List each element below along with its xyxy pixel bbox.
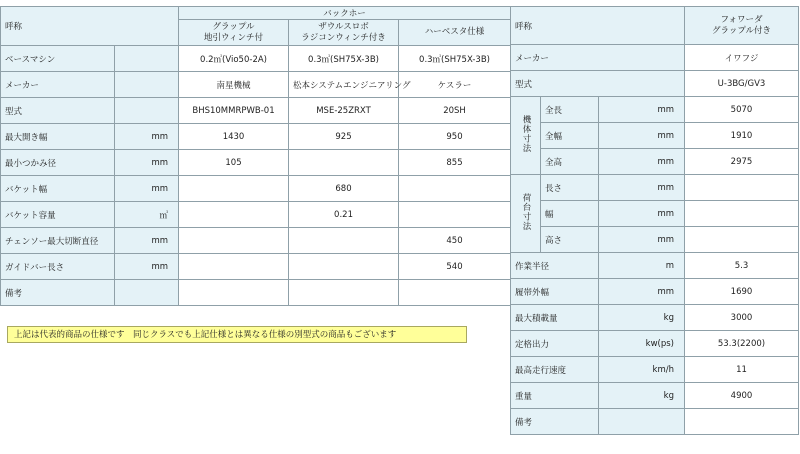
group-label: [511, 175, 541, 253]
table-cell: 2975: [685, 149, 799, 175]
table-row: [1, 202, 511, 228]
table-row: [511, 357, 799, 383]
table-cell: 5.3: [685, 253, 799, 279]
row-unit: [115, 280, 179, 306]
row-label: 定格出力: [511, 331, 599, 357]
table-cell: [179, 176, 289, 202]
group-label-text: 機体寸法: [521, 115, 531, 153]
table-row: [1, 280, 511, 306]
table-row: [511, 279, 799, 305]
row-unit: [115, 72, 179, 98]
header-label: 呼称: [511, 7, 685, 45]
table-row: [511, 175, 799, 201]
row-unit: kw(ps): [599, 331, 685, 357]
table-cell: [179, 202, 289, 228]
table-cell: 0.3㎥(SH75X-3B): [289, 46, 399, 72]
table-cell: [289, 150, 399, 176]
row-unit: mm: [599, 175, 685, 201]
row-unit: ㎥: [115, 202, 179, 228]
table-row: [1, 228, 511, 254]
model-value: U-3BG/GV3: [685, 71, 799, 97]
table-cell: [685, 409, 799, 435]
table-cell: 1910: [685, 123, 799, 149]
column-header-forwarder: フォワーダ グラップル付き: [685, 7, 799, 45]
table-cell: [399, 280, 511, 306]
row-unit: mm: [599, 149, 685, 175]
table-cell: 20SH: [399, 98, 511, 124]
row-label-model: 型式: [511, 71, 685, 97]
table-cell: 0.3㎥(SH75X-3B): [399, 46, 511, 72]
row-label: 重量: [511, 383, 599, 409]
table-cell: 3000: [685, 305, 799, 331]
table-cell: [685, 227, 799, 253]
row-label-maker: メーカー: [511, 45, 685, 71]
table-cell: [685, 201, 799, 227]
row-unit: [599, 409, 685, 435]
row-label: 最小つかみ径: [1, 150, 115, 176]
row-label: 履帯外幅: [511, 279, 599, 305]
row-unit: mm: [115, 254, 179, 280]
table-cell: [399, 176, 511, 202]
row-label: バケット幅: [1, 176, 115, 202]
column-header: ハーベスタ仕様: [399, 20, 511, 46]
table-cell: 105: [179, 150, 289, 176]
column-header: ザウルスロボ ラジコンウィンチ付き: [289, 20, 399, 46]
table-row: [1, 72, 511, 98]
row-label: 幅: [541, 201, 599, 227]
table-cell: 0.21: [289, 202, 399, 228]
table-cell: BHS10MMRPWB-01: [179, 98, 289, 124]
row-unit: mm: [599, 97, 685, 123]
row-label: ガイドバー長さ: [1, 254, 115, 280]
row-label: 備考: [1, 280, 115, 306]
row-label: 作業半径: [511, 253, 599, 279]
table-cell: 680: [289, 176, 399, 202]
row-label: 備考: [511, 409, 599, 435]
table-row: [511, 123, 799, 149]
row-label: 長さ: [541, 175, 599, 201]
backhoe-spec-table: [0, 6, 511, 306]
row-label: チェンソー最大切断直径: [1, 228, 115, 254]
row-unit: mm: [115, 150, 179, 176]
row-unit: mm: [115, 176, 179, 202]
header-label: 呼称: [1, 7, 179, 46]
table-row: [1, 124, 511, 150]
table-cell: 925: [289, 124, 399, 150]
row-unit: mm: [599, 279, 685, 305]
table-cell: 540: [399, 254, 511, 280]
table-cell: [179, 254, 289, 280]
table-cell: [399, 202, 511, 228]
table-cell: [289, 254, 399, 280]
row-unit: m: [599, 253, 685, 279]
row-unit: mm: [599, 123, 685, 149]
row-label: 全幅: [541, 123, 599, 149]
table-cell: 4900: [685, 383, 799, 409]
row-label: メーカー: [1, 72, 115, 98]
row-unit: [115, 98, 179, 124]
table-cell: 5070: [685, 97, 799, 123]
table-row: [1, 254, 511, 280]
table-cell: [179, 280, 289, 306]
row-label: ベースマシン: [1, 46, 115, 72]
table-row: [1, 98, 511, 124]
row-label: 型式: [1, 98, 115, 124]
table-cell: 950: [399, 124, 511, 150]
group-label: [511, 97, 541, 175]
forwarder-spec-table: [510, 6, 799, 435]
row-label: 最高走行速度: [511, 357, 599, 383]
row-unit: [115, 46, 179, 72]
table-cell: [289, 280, 399, 306]
table-cell: 0.2㎥(Vio50-2A): [179, 46, 289, 72]
row-unit: mm: [115, 228, 179, 254]
table-row: [511, 383, 799, 409]
table-cell: 1690: [685, 279, 799, 305]
table-cell: 450: [399, 228, 511, 254]
maker-value: イワフジ: [685, 45, 799, 71]
row-unit: mm: [599, 201, 685, 227]
row-unit: mm: [115, 124, 179, 150]
table-row: [511, 409, 799, 435]
table-cell: 53.3(2200): [685, 331, 799, 357]
group-label-text: 荷台寸法: [521, 193, 531, 231]
table-cell: MSE-25ZRXT: [289, 98, 399, 124]
group-header-backhoe: バックホー: [179, 7, 511, 20]
row-label: 全長: [541, 97, 599, 123]
table-row: [511, 201, 799, 227]
row-label: 全高: [541, 149, 599, 175]
table-row: [511, 253, 799, 279]
table-row: [511, 331, 799, 357]
table-row: [511, 227, 799, 253]
table-cell: 松本システムエンジニアリング: [289, 72, 399, 98]
row-label: バケット容量: [1, 202, 115, 228]
table-cell: ケスラー: [399, 72, 511, 98]
row-unit: km/h: [599, 357, 685, 383]
table-row: [511, 305, 799, 331]
table-cell: [685, 175, 799, 201]
row-label: 最大開き幅: [1, 124, 115, 150]
row-unit: kg: [599, 383, 685, 409]
row-unit: kg: [599, 305, 685, 331]
table-row: [511, 97, 799, 123]
table-row: [511, 149, 799, 175]
table-cell: 11: [685, 357, 799, 383]
row-label: 高さ: [541, 227, 599, 253]
table-cell: 南星機械: [179, 72, 289, 98]
row-label: 最大積載量: [511, 305, 599, 331]
table-row: [1, 176, 511, 202]
table-row: [1, 46, 511, 72]
column-header: グラップル 地引ウィンチ付: [179, 20, 289, 46]
table-cell: 855: [399, 150, 511, 176]
table-cell: [179, 228, 289, 254]
disclaimer-note: 上記は代表的商品の仕様です 同じクラスでも上記仕様とは異なる仕様の別型式の商品もございます: [7, 326, 467, 343]
table-cell: 1430: [179, 124, 289, 150]
table-cell: [289, 228, 399, 254]
table-row: [1, 150, 511, 176]
row-unit: mm: [599, 227, 685, 253]
